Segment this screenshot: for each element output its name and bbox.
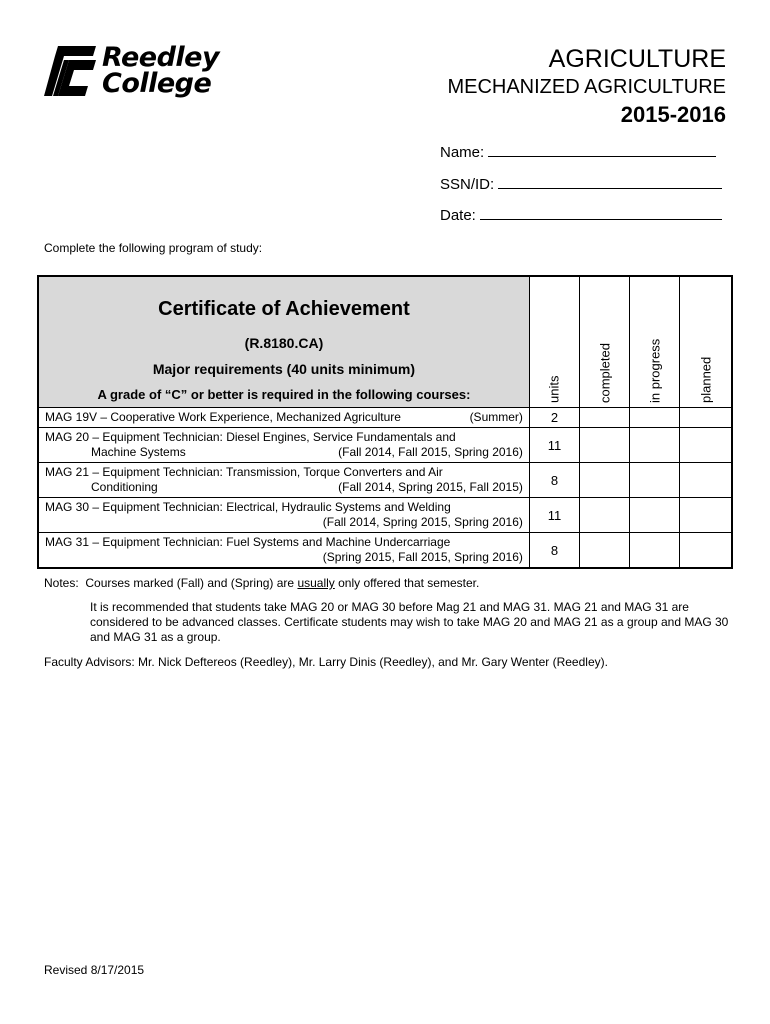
course-cell — [38, 533, 529, 569]
grade-requirement: A grade of “C” or better is required in the following courses: — [97, 387, 471, 402]
completed-checkbox[interactable] — [580, 498, 630, 533]
notes-text-pre: Courses marked (Fall) and (Spring) are — [85, 576, 298, 590]
certificate-code: (R.8180.CA) — [244, 335, 324, 351]
program-table — [37, 275, 733, 569]
course-title: MAG 31 – Equipment Technician: Fuel Systems and Machine Undercarriage — [45, 535, 451, 549]
department-title: AGRICULTURE — [548, 45, 726, 73]
in-progress-header-label: in progress — [647, 338, 663, 403]
table-row — [38, 533, 732, 569]
column-header-in-progress — [630, 276, 680, 408]
table-row — [38, 408, 732, 428]
course-terms: (Spring 2015, Fall 2015, Spring 2016) — [322, 550, 523, 564]
planned-checkbox[interactable] — [680, 463, 732, 498]
course-title-continued: Conditioning — [91, 480, 158, 494]
table-row — [38, 463, 732, 498]
faculty-advisors: Faculty Advisors: Mr. Nick Deftereos (Reedley), Mr. Larry Dinis (Reedley), and Mr. Gary Wenter (Reedley). — [44, 655, 608, 669]
logo-word-reedley: Reedley — [102, 42, 220, 73]
course-cell — [38, 463, 529, 498]
completed-checkbox[interactable] — [580, 408, 630, 428]
notes-paragraph: It is recommended that students take MAG 20 or MAG 30 before Mag 21 and MAG 31. MAG 21 and MAG 31 are considered to be advanced classes. Certificate students may wish to take MAG 20 and MAG 21 as a group and MAG 30 and MAG 31 as a group. — [90, 600, 729, 644]
planned-checkbox[interactable] — [680, 498, 732, 533]
name-input-line[interactable] — [488, 142, 716, 157]
course-title: MAG 20 – Equipment Technician: Diesel Engines, Service Fundamentals and — [45, 430, 456, 444]
date-field[interactable] — [440, 205, 722, 224]
ssn-field[interactable] — [440, 174, 722, 193]
intro-text: Complete the following program of study: — [44, 241, 263, 255]
date-input-line[interactable] — [480, 205, 722, 220]
completed-checkbox[interactable] — [580, 533, 630, 569]
column-header-units — [529, 276, 579, 408]
column-header-planned — [680, 276, 732, 408]
planned-checkbox[interactable] — [680, 533, 732, 569]
catalog-year: 2015-2016 — [620, 102, 726, 127]
notes-label: Notes: — [44, 576, 79, 590]
course-terms: (Fall 2014, Spring 2015, Spring 2016) — [322, 515, 523, 529]
table-row — [38, 498, 732, 533]
in-progress-checkbox[interactable] — [630, 533, 680, 569]
revised-date: Revised 8/17/2015 — [44, 963, 145, 977]
in-progress-checkbox[interactable] — [630, 428, 680, 463]
ssn-label: SSN/ID: — [440, 176, 495, 193]
notes-text-post: only offered that semester. — [334, 576, 480, 590]
course-terms: (Fall 2014, Spring 2015, Fall 2015) — [338, 480, 523, 494]
course-title: MAG 21 – Equipment Technician: Transmission, Torque Converters and Air — [45, 465, 443, 479]
ssn-input-line[interactable] — [498, 174, 722, 189]
college-logo-mark-icon — [44, 42, 100, 100]
in-progress-checkbox[interactable] — [630, 463, 680, 498]
logo-word-college: College — [102, 68, 212, 99]
name-field[interactable] — [440, 142, 716, 161]
notes-line — [44, 576, 479, 591]
planned-checkbox[interactable] — [680, 408, 732, 428]
course-terms: (Fall 2014, Fall 2015, Spring 2016) — [338, 445, 523, 459]
course-title: MAG 19V – Cooperative Work Experience, Mechanized Agriculture — [45, 410, 401, 424]
course-cell — [38, 498, 529, 533]
course-units: 11 — [529, 428, 579, 463]
course-units: 8 — [529, 533, 579, 569]
table-row — [38, 428, 732, 463]
in-progress-checkbox[interactable] — [630, 408, 680, 428]
course-units: 11 — [529, 498, 579, 533]
program-title: MECHANIZED AGRICULTURE — [447, 76, 726, 98]
column-header-completed — [580, 276, 630, 408]
course-title-continued: Machine Systems — [91, 445, 186, 459]
course-units: 2 — [529, 408, 579, 428]
planned-header-label: planned — [698, 356, 714, 403]
completed-checkbox[interactable] — [580, 428, 630, 463]
course-title: MAG 30 – Equipment Technician: Electrical, Hydraulic Systems and Welding — [45, 500, 451, 514]
course-cell — [38, 428, 529, 463]
completed-header-label: completed — [597, 343, 613, 403]
units-header-label: units — [546, 375, 562, 403]
date-label: Date: — [440, 207, 476, 224]
name-label: Name: — [440, 144, 485, 161]
table-header-row — [38, 276, 732, 408]
certificate-header — [38, 276, 529, 408]
course-cell — [38, 408, 529, 428]
major-requirements: Major requirements (40 units minimum) — [152, 361, 416, 377]
certificate-title: Certificate of Achievement — [158, 298, 410, 320]
college-logo — [44, 42, 250, 100]
course-units: 8 — [529, 463, 579, 498]
notes-text-underlined: usually — [297, 576, 335, 590]
completed-checkbox[interactable] — [580, 463, 630, 498]
in-progress-checkbox[interactable] — [630, 498, 680, 533]
course-terms: (Summer) — [469, 410, 523, 424]
planned-checkbox[interactable] — [680, 428, 732, 463]
